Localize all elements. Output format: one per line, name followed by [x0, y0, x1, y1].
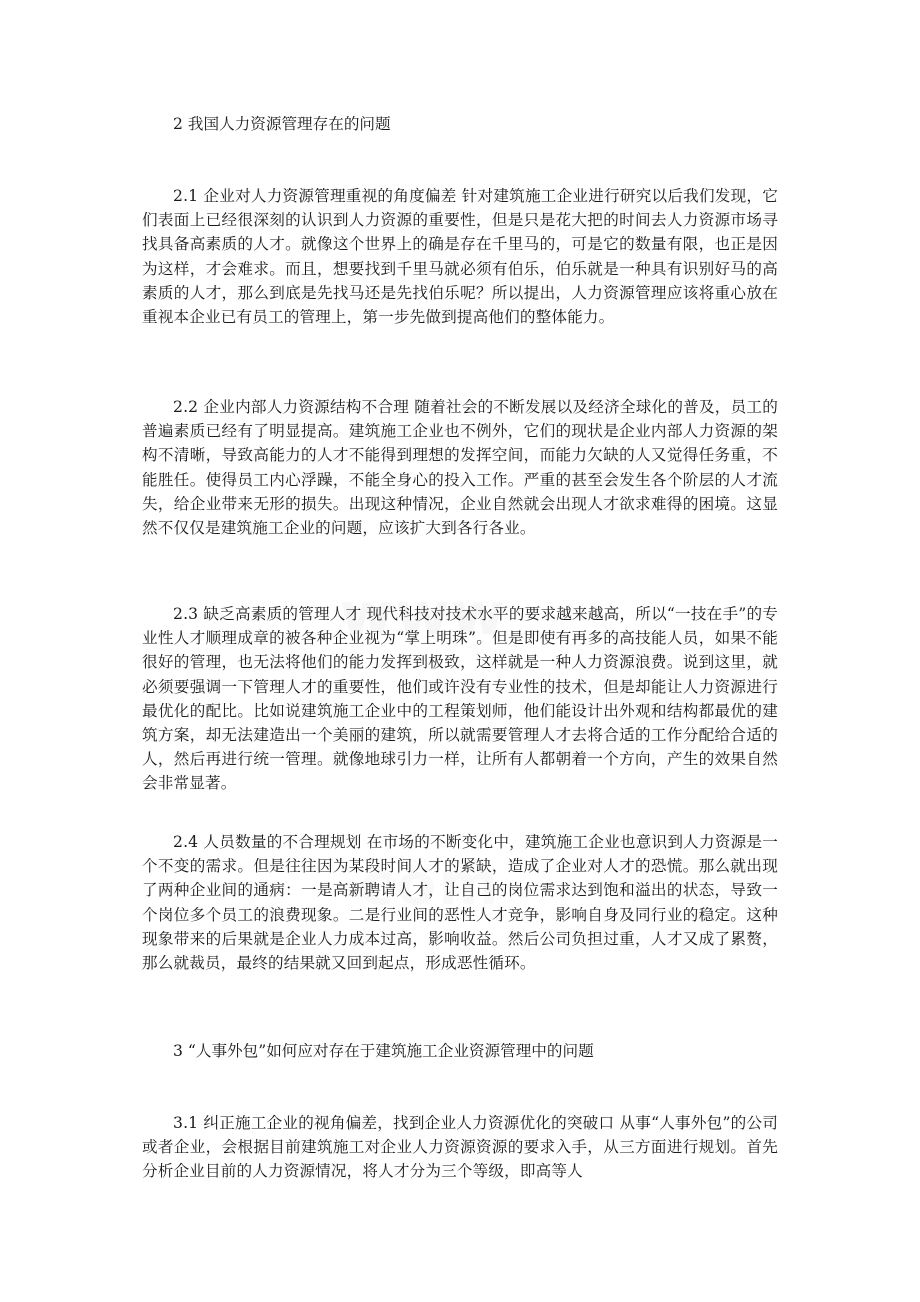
section-2-heading: 2 我国人力资源管理存在的问题 [173, 115, 391, 133]
paragraph-2-1: 2.1 企业对人力资源管理重视的角度偏差 针对建筑施工企业进行研究以后我们发现，它们表面上已经很深刻的认识到人力资源的重要性，但是只是花大把的时间去人力资源市场寻找具备高素质的人才。就像这个世界上的确是存在千里马的，可是它的数量有限，也正是因为这样，才会难求。而且，想要找到千里马就必须有伯乐，伯乐就是一种具有识别好马的高素质的人才，那么到底是先找马还是先找伯乐呢？所以提出，人力资源管理应该将重心放在重视本企业已有员工的管理上，第一步先做到提高他们的整体能力。 [142, 187, 778, 327]
paragraph-2-2: 2.2 企业内部人力资源结构不合理 随着社会的不断发展以及经济全球化的普及，员工的普遍素质已经有了明显提高。建筑施工企业也不例外，它们的现状是企业内部人力资源的架构不清晰，导致高能力的人才不能得到理想的发挥空间，而能力欠缺的人又觉得任务重，不能胜任。使得员工内心浮躁，不能全身心的投入工作。严重的甚至会发生各个阶层的人才流失，给企业带来无形的损失。出现这种情况，企业自然就会出现人才欲求难得的困境。这显然不仅仅是建筑施工企业的问题，应该扩大到各行各业。 [142, 398, 778, 538]
watermark-mark-2: com [360, 850, 501, 918]
watermark-mark: www [340, 580, 507, 648]
paragraph-2-4: 2.4 人员数量的不合理规划 在市场的不断变化中，建筑施工企业也意识到人力资源是一个不变的需求。但是往往因为某段时间人才的紧缺，造成了企业对人才的恐慌。那么就出现了两种企业间的通病：一是高新聘请人才，让自己的岗位需求达到饱和溢出的状态，导致一个岗位多个员工的浪费现象。二是行业间的恶性人才竞争，影响自身及同行业的稳定。这种现象带来的后果就是企业人力成本过高，影响收益。然后公司负担过重，人才又成了累赘，那么就裁员，最终的结果就又回到起点，形成恶性循环。 [142, 833, 778, 973]
paragraph-3-1: 3.1 纠正施工企业的视角偏差，找到企业人力资源优化的突破口 从事“人事外包”的公司或者企业，会根据目前建筑施工对企业人力资源资源的要求入手，从三方面进行规划。首先分析企业目前的人力资源情况，将人才分为三个等级，即高等人 [142, 1114, 778, 1181]
section-3-heading: 3 “人事外包”如何应对存在于建筑施工企业资源管理中的问题 [173, 1042, 594, 1060]
paragraph-2-3: 2.3 缺乏高素质的管理人才 现代科技对技术水平的要求越来越高，所以“一技在手”的专业性人才顺理成章的被各种企业视为“掌上明珠”。但是即使有再多的高技能人员，如果不能很好的管理，也无法将他们的能力发挥到极致，这样就是一种人力资源浪费。说到这里，就必须要强调一下管理人才的重要性，他们或许没有专业性的技术，但是却能让人力资源进行最优化的配比。比如说建筑施工企业中的工程策划师，他们能设计出外观和结构都最优的建筑方案，却无法建造出一个美丽的建筑，所以就需要管理人才去将合适的工作分配给合适的人，然后再进行统一管理。就像地球引力一样，让所有人都朝着一个方向，产生的效果自然会非常显著。 [142, 605, 778, 793]
